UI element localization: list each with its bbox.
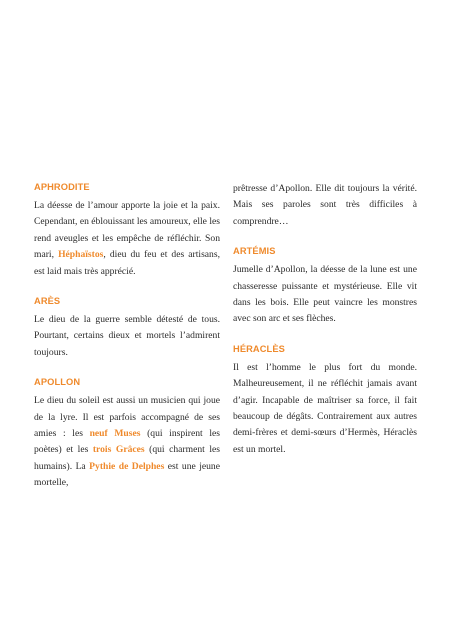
- highlight-hephaistos: Héphaïstos: [58, 249, 104, 261]
- entry-aphrodite: [34, 181, 220, 280]
- entry-ares: [34, 295, 220, 361]
- heading-ares: ARÈS: [34, 296, 61, 307]
- text-apollon-part-2: (qui inspirent les poètes) et les: [34, 428, 221, 456]
- text-apollon-part-1: Le dieu du soleil est aussi un musicien qui joue de la lyre. Il est parfois accompagné de ses amies : les: [34, 395, 220, 440]
- entry-apollon: [34, 376, 220, 491]
- heading-artemis: ARTÉMIS: [233, 246, 276, 257]
- entry-apollon-continued: [233, 181, 417, 230]
- text-aphrodite-part-1: La déesse de l’amour apporte la joie et la paix. Cependant, en éblouissant les amoureux, elle les rend aveugles et les empêche de réfléchir. Son mari,: [34, 200, 220, 261]
- text-apollon-continued: prêtresse d’Apollon. Elle dit toujours la vérité. Mais ses paroles sont très difficiles à comprendre…: [233, 183, 417, 227]
- text-apollon: [34, 393, 220, 491]
- left-column: [34, 181, 220, 507]
- highlight-pythie-de-delphes: Pythie de Delphes: [89, 460, 165, 472]
- highlight-trois-graces: trois Grâces: [92, 444, 145, 456]
- text-artemis: Jumelle d’Apollon, la déesse de la lune est une chasseresse puissante et mystérieuse. Elle vit dans les bois. Elle peut vaincre les monstres avec son arc et ses flèches.: [233, 264, 417, 325]
- highlight-neuf-muses: neuf Muses: [89, 428, 141, 440]
- text-aphrodite: [34, 198, 220, 280]
- text-aphrodite-part-2: , dieu du feu et des artisans, est laid mais très apprécié.: [34, 249, 220, 277]
- entry-heracles: [233, 343, 417, 458]
- right-column: [233, 181, 417, 473]
- text-ares: Le dieu de la guerre semble détesté de tous. Pourtant, certains dieux et mortels l’admirent toujours.: [34, 314, 220, 358]
- entry-artemis: [233, 245, 417, 328]
- heading-heracles: HÉRACLÈS: [233, 343, 285, 354]
- heading-apollon: APOLLON: [34, 377, 81, 388]
- heading-aphrodite: APHRODITE: [34, 182, 90, 192]
- text-heracles: Il est l’homme le plus fort du monde. Malheureusement, il ne réfléchit jamais avant d’agir. Incapable de maîtriser sa force, il fait beaucoup de dégâts. Contrairement aux autres demi-frères et demi-sœurs d’Hermès, Héraclès est un mortel.: [233, 361, 417, 455]
- text-apollon-part-4: est une jeune mortelle,: [34, 460, 220, 489]
- text-apollon-part-3: (qui charment les humains). La: [34, 444, 220, 472]
